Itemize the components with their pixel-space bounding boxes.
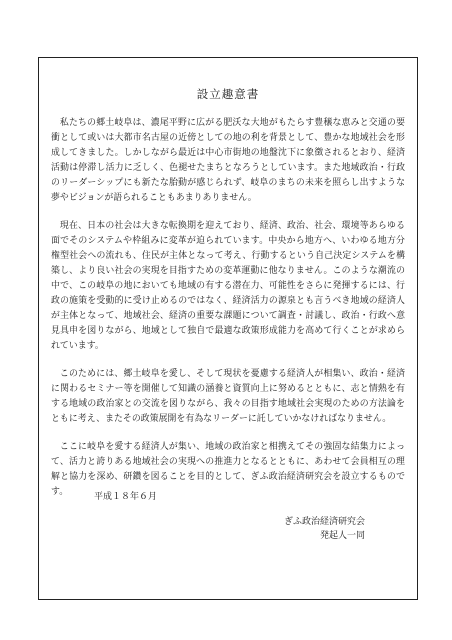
paragraph-1: 私たちの郷土岐阜は、濃尾平野に広がる肥沃な大地がもたらす豊穣な恵みと交通の要衝として或いは大都市名古屋の近傍としての地の利を背景として、豊かな地域社会を形成してきました。しかしながら最近は中心市街地の地盤沈下に象徴されるとおり、経済活動は停滞し活力に乏しく、色褪せたまちとなろうとしています。また地域政治・行政のリーダーシップにも新たな胎動が感じられず、岐阜のまちの未来を照らし出すような夢やビジョンが語られることもあまりありません。	[51, 118, 405, 203]
document-title: 設立趣意書	[196, 87, 260, 101]
organization-name: ぎふ政治経済研究会	[283, 517, 365, 527]
signatory-name: 発起人一同	[319, 531, 365, 541]
signature-block	[284, 515, 365, 543]
document-frame	[38, 57, 418, 600]
document-date: 平成１８年６月	[94, 492, 158, 502]
paragraph-2: 現在、日本の社会は大きな転換期を迎えており、経済、政治、社会、環境等あらゆる面でそのシステムや枠組みに変革が迫られています。中央から地方へ、いわゆる地方分権型社会への流れも、住民が主体となって考え、行動するという自己決定システムを構築し、より良い社会の実現を目指すための変革運動に他なりません。このような潮流の中で、この岐阜の地においても地域の有する潜在力、可能性をさらに発揮するには、行政の施策を受動的に受け止めるのではなく、経済活力の源泉とも言うべき地域の経済人が主体となって、地域社会、経済の重要な課題について調査・討議し、政治・行政へ意見具申を図りながら、地域として独自で最適な政策形成能力を高めて行くことが求められています。	[51, 221, 405, 351]
paragraph-3: このためには、郷土岐阜を愛し、そして現状を憂慮する経済人が相集い、政治・経済に関わるセミナー等を開催して知識の涵養と資質向上に努めるとともに、志と情熱を有する地域の政治家との交流を図りながら、我々の目指す地域社会実現のための方法論をともに考え、またその政策展開を有為なリーダーに託していかなければなりません。	[51, 369, 405, 424]
paragraph-4: ここに岐阜を愛する経済人が集い、地域の政治家と相携えてその強固な結集力によって、活力と誇りある地域社会の実現への推進力となるとともに、あわせて会員相互の理解と協力を深め、研鑽を図ることを目的として、ぎふ政治経済研究会を設立するものです。	[51, 442, 405, 497]
